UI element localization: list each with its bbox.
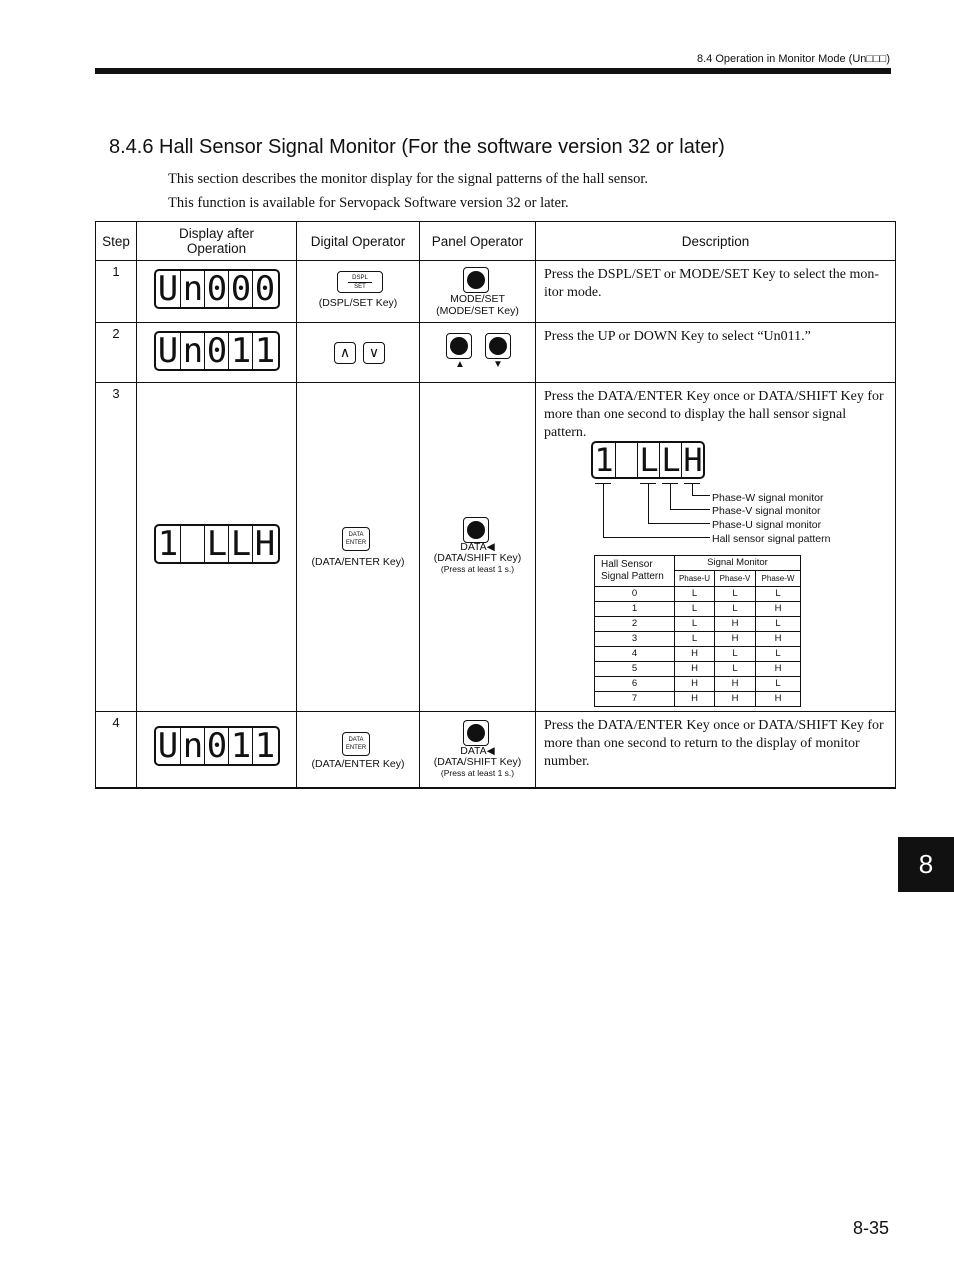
description-cell: Press the DATA/ENTER Key once or DATA/SHIFT Key for more than one second to return to the display of monitor number. bbox=[536, 712, 896, 788]
down-key-icon: ∨ bbox=[363, 342, 385, 364]
panel-caption-1: DATA◀ bbox=[460, 541, 495, 553]
hall-table-row bbox=[595, 632, 801, 647]
hall-cell: L bbox=[756, 587, 801, 602]
description-text: Press the DATA/ENTER Key once or DATA/SHIFT Key for more than one second to display the hall sensor signal pattern. bbox=[544, 389, 884, 440]
hall-cell: H bbox=[675, 647, 715, 662]
lcd-digit: 0 bbox=[204, 271, 229, 307]
up-button bbox=[446, 333, 472, 359]
lcd-digit: 1 bbox=[252, 728, 277, 764]
mode-set-button bbox=[463, 267, 489, 293]
hall-cell: H bbox=[756, 692, 801, 707]
down-button bbox=[485, 333, 511, 359]
hall-cell: 0 bbox=[595, 587, 675, 602]
header-display bbox=[137, 222, 297, 261]
panel-operator-cell bbox=[420, 383, 536, 712]
hall-subheader: Phase-W bbox=[756, 571, 801, 587]
hall-sensor-table bbox=[594, 555, 801, 707]
hall-cell: 2 bbox=[595, 617, 675, 632]
hall-cell: L bbox=[715, 587, 756, 602]
hall-cell: H bbox=[715, 692, 756, 707]
digital-operator-cell bbox=[297, 261, 420, 323]
panel-caption-1: MODE/SET bbox=[450, 293, 505, 305]
display-cell bbox=[137, 383, 297, 712]
digital-caption: (DATA/ENTER Key) bbox=[311, 758, 405, 770]
lcd-digit: 0 bbox=[204, 333, 229, 369]
hall-cell: L bbox=[675, 617, 715, 632]
callout-line-w bbox=[692, 483, 693, 495]
hall-cell: L bbox=[675, 632, 715, 647]
hall-table-row bbox=[595, 647, 801, 662]
callout-phase-v: Phase-V signal monitor bbox=[712, 505, 821, 517]
hall-header-left-2: Signal Pattern bbox=[601, 571, 664, 582]
lcd-display bbox=[154, 726, 280, 766]
table-row bbox=[96, 261, 896, 323]
header-rule bbox=[95, 68, 891, 74]
lcd-digit: H bbox=[252, 526, 277, 562]
lcd-display bbox=[154, 524, 280, 564]
key-label-bottom: ENTER bbox=[345, 540, 367, 546]
table-row bbox=[96, 323, 896, 383]
hall-cell: 3 bbox=[595, 632, 675, 647]
lcd-digit: n bbox=[180, 728, 205, 764]
lcd-digit: n bbox=[180, 271, 205, 307]
key-label-bottom: ENTER bbox=[345, 745, 367, 751]
data-shift-button bbox=[463, 720, 489, 746]
key-label-top: DATA bbox=[348, 737, 364, 743]
digital-caption: (DSPL/SET Key) bbox=[318, 297, 398, 309]
step-number: 1 bbox=[96, 261, 137, 323]
hall-header-group: Signal Monitor bbox=[675, 556, 801, 571]
digital-caption: (DATA/ENTER Key) bbox=[311, 556, 405, 568]
display-cell bbox=[137, 712, 297, 788]
hall-header-left-1: Hall Sensor bbox=[601, 559, 653, 570]
hall-cell: H bbox=[715, 617, 756, 632]
intro-paragraph-1: This section describes the monitor display for the signal patterns of the hall sensor. bbox=[168, 171, 649, 187]
header-step: Step bbox=[96, 222, 137, 261]
lcd-digit: 1 bbox=[228, 333, 253, 369]
hall-cell: L bbox=[715, 602, 756, 617]
table-row bbox=[96, 712, 896, 788]
data-shift-button bbox=[463, 517, 489, 543]
chapter-tab: 8 bbox=[898, 837, 954, 892]
key-label-top: DATA bbox=[348, 532, 364, 538]
hall-subheader: Phase-U bbox=[675, 571, 715, 587]
callout-line-u bbox=[648, 523, 710, 524]
hall-cell: H bbox=[675, 677, 715, 692]
hall-cell: L bbox=[715, 647, 756, 662]
lcd-digit: L bbox=[637, 443, 660, 477]
key-label-top: DSPL bbox=[352, 275, 368, 281]
lcd-digit: L bbox=[659, 443, 682, 477]
hall-table-row bbox=[595, 692, 801, 707]
lcd-digit: U bbox=[157, 726, 179, 766]
hall-cell: 1 bbox=[595, 602, 675, 617]
panel-operator-cell bbox=[420, 712, 536, 788]
display-cell bbox=[137, 323, 297, 383]
digital-operator-cell bbox=[297, 383, 420, 712]
panel-caption-3: (Press at least 1 s.) bbox=[440, 564, 515, 574]
callout-line-v bbox=[670, 483, 671, 509]
hall-table-row bbox=[595, 587, 801, 602]
data-enter-key bbox=[342, 732, 370, 756]
panel-caption-2: (MODE/SET Key) bbox=[436, 305, 519, 317]
hall-table-row bbox=[595, 617, 801, 632]
running-header: 8.4 Operation in Monitor Mode (Un□□□) bbox=[697, 53, 890, 65]
operation-table bbox=[95, 221, 896, 789]
key-label-bottom: SET bbox=[354, 284, 366, 290]
callout-line-w bbox=[692, 495, 710, 496]
table-row bbox=[96, 383, 896, 712]
hall-cell: L bbox=[756, 647, 801, 662]
hall-table-row bbox=[595, 662, 801, 677]
description-cell: Press the DSPL/SET or MODE/SET Key to select the mon-itor mode. bbox=[536, 261, 896, 323]
step-number: 4 bbox=[96, 712, 137, 788]
header-panel-operator: Panel Operator bbox=[420, 222, 536, 261]
step-number: 2 bbox=[96, 323, 137, 383]
lcd-digit: 0 bbox=[252, 271, 277, 307]
hall-cell: H bbox=[715, 677, 756, 692]
lcd-digit: L bbox=[228, 526, 253, 562]
lcd-digit: 1 bbox=[252, 333, 277, 369]
hall-cell: H bbox=[756, 632, 801, 647]
hall-table-row bbox=[595, 602, 801, 617]
diagram-lcd-display bbox=[591, 441, 705, 479]
table-header-row bbox=[96, 222, 896, 261]
lcd-digit: 0 bbox=[204, 728, 229, 764]
lcd-digit: 1 bbox=[594, 441, 614, 479]
hall-cell: L bbox=[715, 662, 756, 677]
page-number: 8-35 bbox=[853, 1218, 890, 1238]
hall-subheader: Phase-V bbox=[715, 571, 756, 587]
header-display-line1: Display after bbox=[178, 226, 255, 241]
header-digital-operator: Digital Operator bbox=[297, 222, 420, 261]
intro-paragraph-2: This function is available for Servopack Software version 32 or later. bbox=[168, 195, 569, 211]
lcd-digit: U bbox=[157, 269, 179, 309]
callout-phase-w: Phase-W signal monitor bbox=[712, 492, 824, 504]
lcd-digit: n bbox=[180, 333, 205, 369]
down-triangle-icon: ▼ bbox=[493, 359, 503, 370]
lcd-digit: U bbox=[157, 331, 179, 371]
digital-operator-cell bbox=[297, 323, 420, 383]
description-cell bbox=[536, 383, 896, 712]
hall-cell: H bbox=[675, 692, 715, 707]
hall-table-row bbox=[595, 677, 801, 692]
callout-pattern: Hall sensor signal pattern bbox=[712, 533, 831, 545]
lcd-digit bbox=[615, 443, 638, 477]
hall-cell: L bbox=[675, 602, 715, 617]
hall-cell: L bbox=[756, 617, 801, 632]
up-key-icon: ∧ bbox=[334, 342, 356, 364]
dspl-set-key bbox=[337, 271, 383, 293]
lcd-display bbox=[154, 269, 280, 309]
hall-cell: H bbox=[715, 632, 756, 647]
lcd-digit bbox=[180, 526, 205, 562]
panel-caption-3: (Press at least 1 s.) bbox=[440, 768, 515, 778]
callout-line-u bbox=[648, 483, 649, 523]
panel-caption-2: (DATA/SHIFT Key) bbox=[433, 756, 522, 768]
hall-cell: H bbox=[756, 602, 801, 617]
lcd-digit: H bbox=[681, 443, 704, 477]
digital-operator-cell bbox=[297, 712, 420, 788]
hall-header-left bbox=[595, 556, 675, 587]
callout-phase-u: Phase-U signal monitor bbox=[712, 519, 822, 531]
callout-line-pattern bbox=[603, 537, 710, 538]
section-title: 8.4.6 Hall Sensor Signal Monitor (For the software version 32 or later) bbox=[109, 136, 725, 158]
panel-caption-2: (DATA/SHIFT Key) bbox=[433, 552, 522, 564]
panel-operator-cell bbox=[420, 323, 536, 383]
lcd-display bbox=[154, 331, 280, 371]
hall-cell: H bbox=[675, 662, 715, 677]
hall-cell: L bbox=[675, 587, 715, 602]
panel-caption-1: DATA◀ bbox=[460, 745, 495, 757]
hall-cell: 7 bbox=[595, 692, 675, 707]
data-enter-key bbox=[342, 527, 370, 551]
panel-operator-cell bbox=[420, 261, 536, 323]
lcd-digit: 1 bbox=[157, 524, 179, 564]
lcd-digit: 0 bbox=[228, 271, 253, 307]
step-number: 3 bbox=[96, 383, 137, 712]
lcd-digit: L bbox=[204, 526, 229, 562]
hall-cell: L bbox=[756, 677, 801, 692]
hall-cell: H bbox=[756, 662, 801, 677]
lcd-digit: 1 bbox=[228, 728, 253, 764]
description-cell: Press the UP or DOWN Key to select “Un011.” bbox=[536, 323, 896, 383]
hall-cell: 4 bbox=[595, 647, 675, 662]
up-triangle-icon: ▲ bbox=[455, 359, 465, 370]
header-display-line2: Operation bbox=[186, 241, 247, 256]
hall-cell: 5 bbox=[595, 662, 675, 677]
callout-line-v bbox=[670, 509, 710, 510]
display-cell bbox=[137, 261, 297, 323]
callout-line-pattern bbox=[603, 483, 604, 537]
hall-cell: 6 bbox=[595, 677, 675, 692]
header-description: Description bbox=[536, 222, 896, 261]
